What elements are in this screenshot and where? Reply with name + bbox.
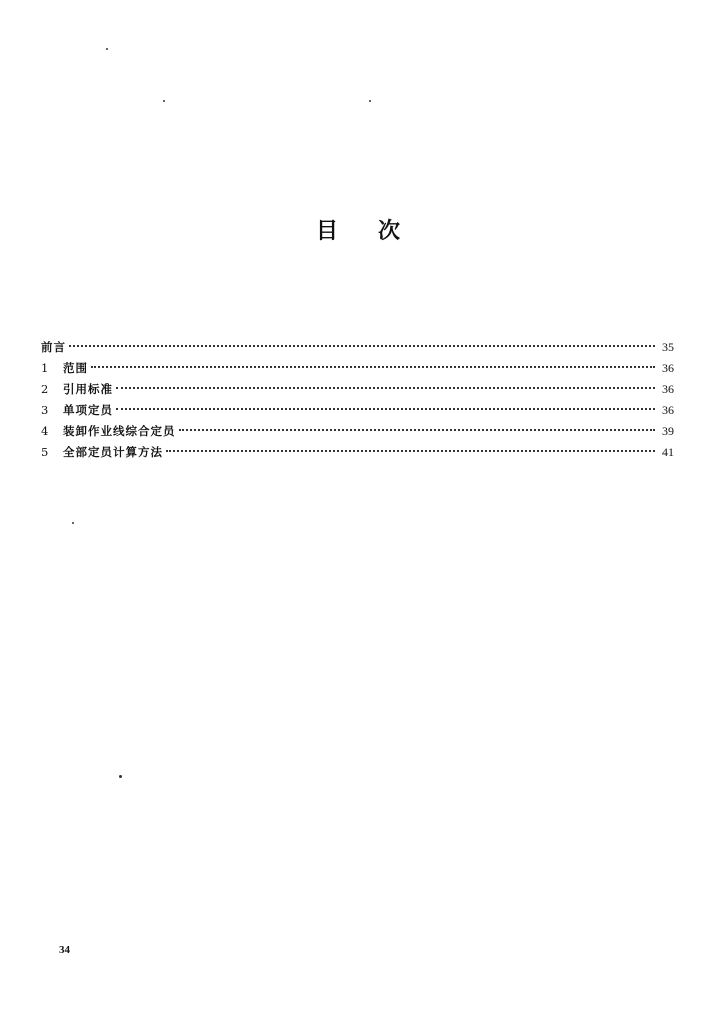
toc-entry-4[interactable] xyxy=(41,421,674,442)
toc-entry-1[interactable] xyxy=(41,358,674,379)
dot-leader xyxy=(91,366,655,368)
toc-entry-page: 36 xyxy=(662,361,674,375)
title-char-2: 次 xyxy=(378,219,401,244)
toc-entry-page: 35 xyxy=(662,340,674,354)
scan-speck xyxy=(106,48,108,50)
toc-entry-title: 范围 xyxy=(63,361,88,375)
page-title xyxy=(0,218,716,246)
table-of-contents xyxy=(41,337,674,463)
toc-entry-number: 4 xyxy=(41,424,49,438)
toc-entry-title: 装卸作业线综合定员 xyxy=(63,424,176,438)
scan-speck xyxy=(119,775,122,778)
dot-leader xyxy=(69,345,655,347)
dot-leader xyxy=(166,450,655,452)
toc-entry-foreword[interactable] xyxy=(41,337,674,358)
toc-entry-title: 单项定员 xyxy=(63,403,113,417)
dot-leader xyxy=(116,387,655,389)
toc-entry-page: 39 xyxy=(662,424,674,438)
toc-entry-title: 引用标准 xyxy=(63,382,113,396)
title-char-1: 目 xyxy=(315,219,338,244)
toc-entry-number: 1 xyxy=(41,361,49,375)
scan-speck xyxy=(163,100,165,102)
toc-entry-title: 前言 xyxy=(41,340,66,354)
toc-entry-page: 36 xyxy=(662,382,674,396)
page-number: 34 xyxy=(59,944,70,956)
scan-speck xyxy=(369,100,371,102)
scan-speck xyxy=(72,522,74,524)
toc-entry-number: 3 xyxy=(41,403,49,417)
toc-entry-3[interactable] xyxy=(41,400,674,421)
toc-entry-page: 41 xyxy=(662,445,674,459)
toc-entry-2[interactable] xyxy=(41,379,674,400)
toc-entry-number: 5 xyxy=(41,445,49,459)
toc-entry-5[interactable] xyxy=(41,442,674,463)
toc-entry-page: 36 xyxy=(662,403,674,417)
dot-leader xyxy=(116,408,655,410)
toc-entry-title: 全部定员计算方法 xyxy=(63,445,163,459)
toc-entry-number: 2 xyxy=(41,382,49,396)
dot-leader xyxy=(179,429,656,431)
